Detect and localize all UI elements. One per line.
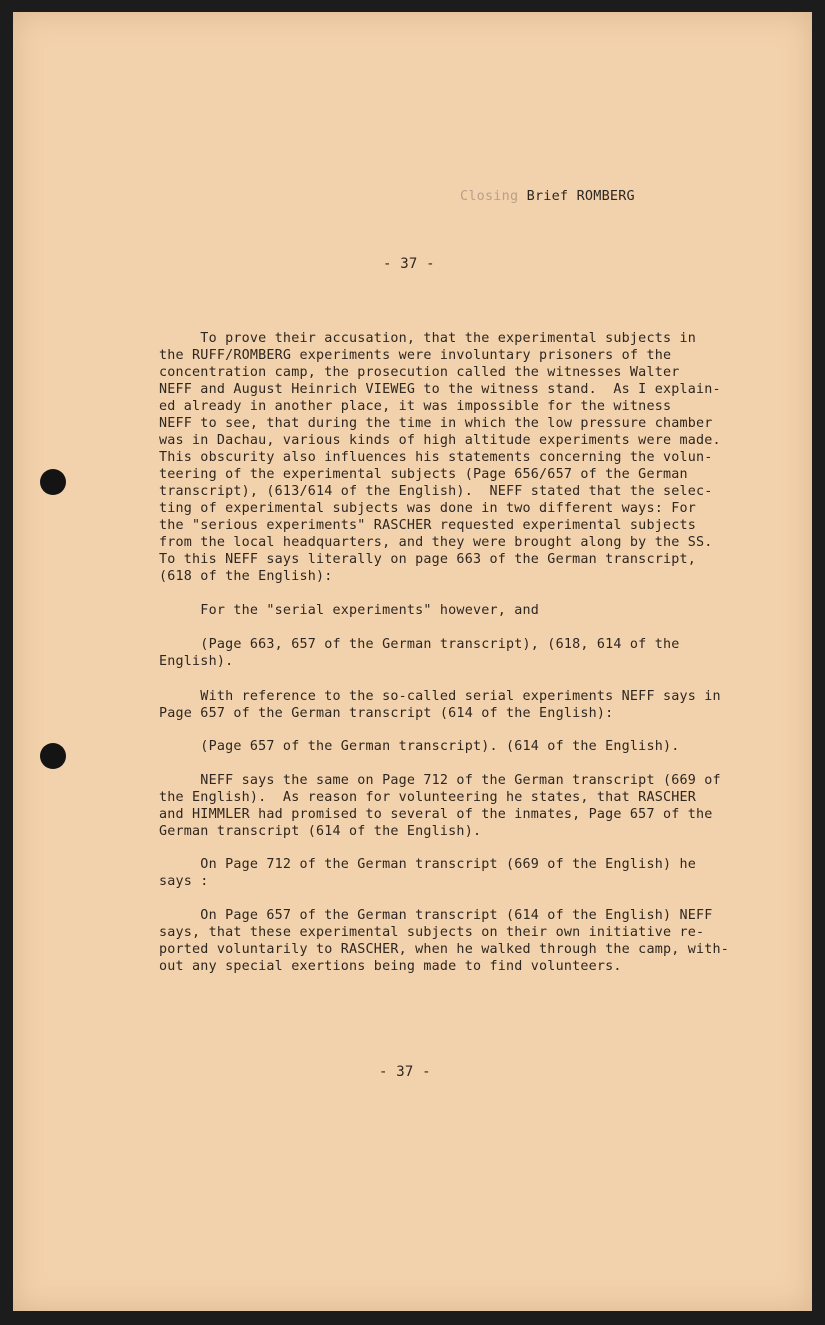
header-title: Brief ROMBERG xyxy=(526,188,635,204)
text-line: ported voluntarily to RASCHER, when he walked through the camp, with- xyxy=(159,942,730,957)
text-line: the "serious experiments" RASCHER requested experimental subjects xyxy=(159,518,697,533)
text-line: With reference to the so-called serial experiments NEFF says in xyxy=(159,689,721,704)
text-line: and HIMMLER had promised to several of the inmates, Page 657 of the xyxy=(159,807,713,822)
punch-hole xyxy=(40,469,66,495)
text-line: the RUFF/ROMBERG experiments were involuntary prisoners of the xyxy=(159,348,672,363)
punch-hole xyxy=(40,743,66,769)
text-line: (618 of the English): xyxy=(159,569,333,584)
text-line: teering of the experimental subjects (Page 656/657 of the German xyxy=(159,467,688,482)
text-line: On Page 657 of the German transcript (614 of the English) NEFF xyxy=(159,908,713,923)
document-header xyxy=(460,188,635,205)
text-line: the English). As reason for volunteering he states, that RASCHER xyxy=(159,790,697,805)
text-line: NEFF and August Heinrich VIEWEG to the witness stand. As I explain- xyxy=(159,382,721,397)
text-line: On Page 712 of the German transcript (669 of the English) he xyxy=(159,857,697,872)
text-line: was in Dachau, various kinds of high altitude experiments were made. xyxy=(159,433,721,448)
text-line: Page 657 of the German transcript (614 of the English): xyxy=(159,706,614,721)
text-line: To prove their accusation, that the experimental subjects in xyxy=(159,331,697,346)
text-line: ting of experimental subjects was done in two different ways: For xyxy=(159,501,697,516)
text-line: For the "serial experiments" however, and xyxy=(159,603,540,618)
text-line: out any special exertions being made to find volunteers. xyxy=(159,959,622,974)
text-line: concentration camp, the prosecution called the witnesses Walter xyxy=(159,365,680,380)
text-line: To this NEFF says literally on page 663 of the German transcript, xyxy=(159,552,697,567)
text-line: English). xyxy=(159,654,234,669)
text-line: (Page 663, 657 of the German transcript), (618, 614 of the xyxy=(159,637,680,652)
text-line: says, that these experimental subjects on their own initiative re- xyxy=(159,925,705,940)
text-line: This obscurity also influences his statements concerning the volun- xyxy=(159,450,713,465)
text-line: NEFF says the same on Page 712 of the German transcript (669 of xyxy=(159,773,721,788)
text-line: NEFF to see, that during the time in which the low pressure chamber xyxy=(159,416,713,431)
text-line: ed already in another place, it was impossible for the witness xyxy=(159,399,672,414)
page-number-bottom: - 37 - xyxy=(379,1064,431,1080)
page-number-top: - 37 - xyxy=(383,256,435,272)
text-line: (Page 657 of the German transcript). (614 of the English). xyxy=(159,739,680,754)
text-line: says : xyxy=(159,874,209,889)
header-faded-word: Closing xyxy=(460,188,519,204)
text-line: German transcript (614 of the English). xyxy=(159,824,482,839)
text-line: from the local headquarters, and they were brought along by the SS. xyxy=(159,535,713,550)
text-line: transcript), (613/614 of the English). NEFF stated that the selec- xyxy=(159,484,713,499)
document-page xyxy=(13,12,812,1311)
